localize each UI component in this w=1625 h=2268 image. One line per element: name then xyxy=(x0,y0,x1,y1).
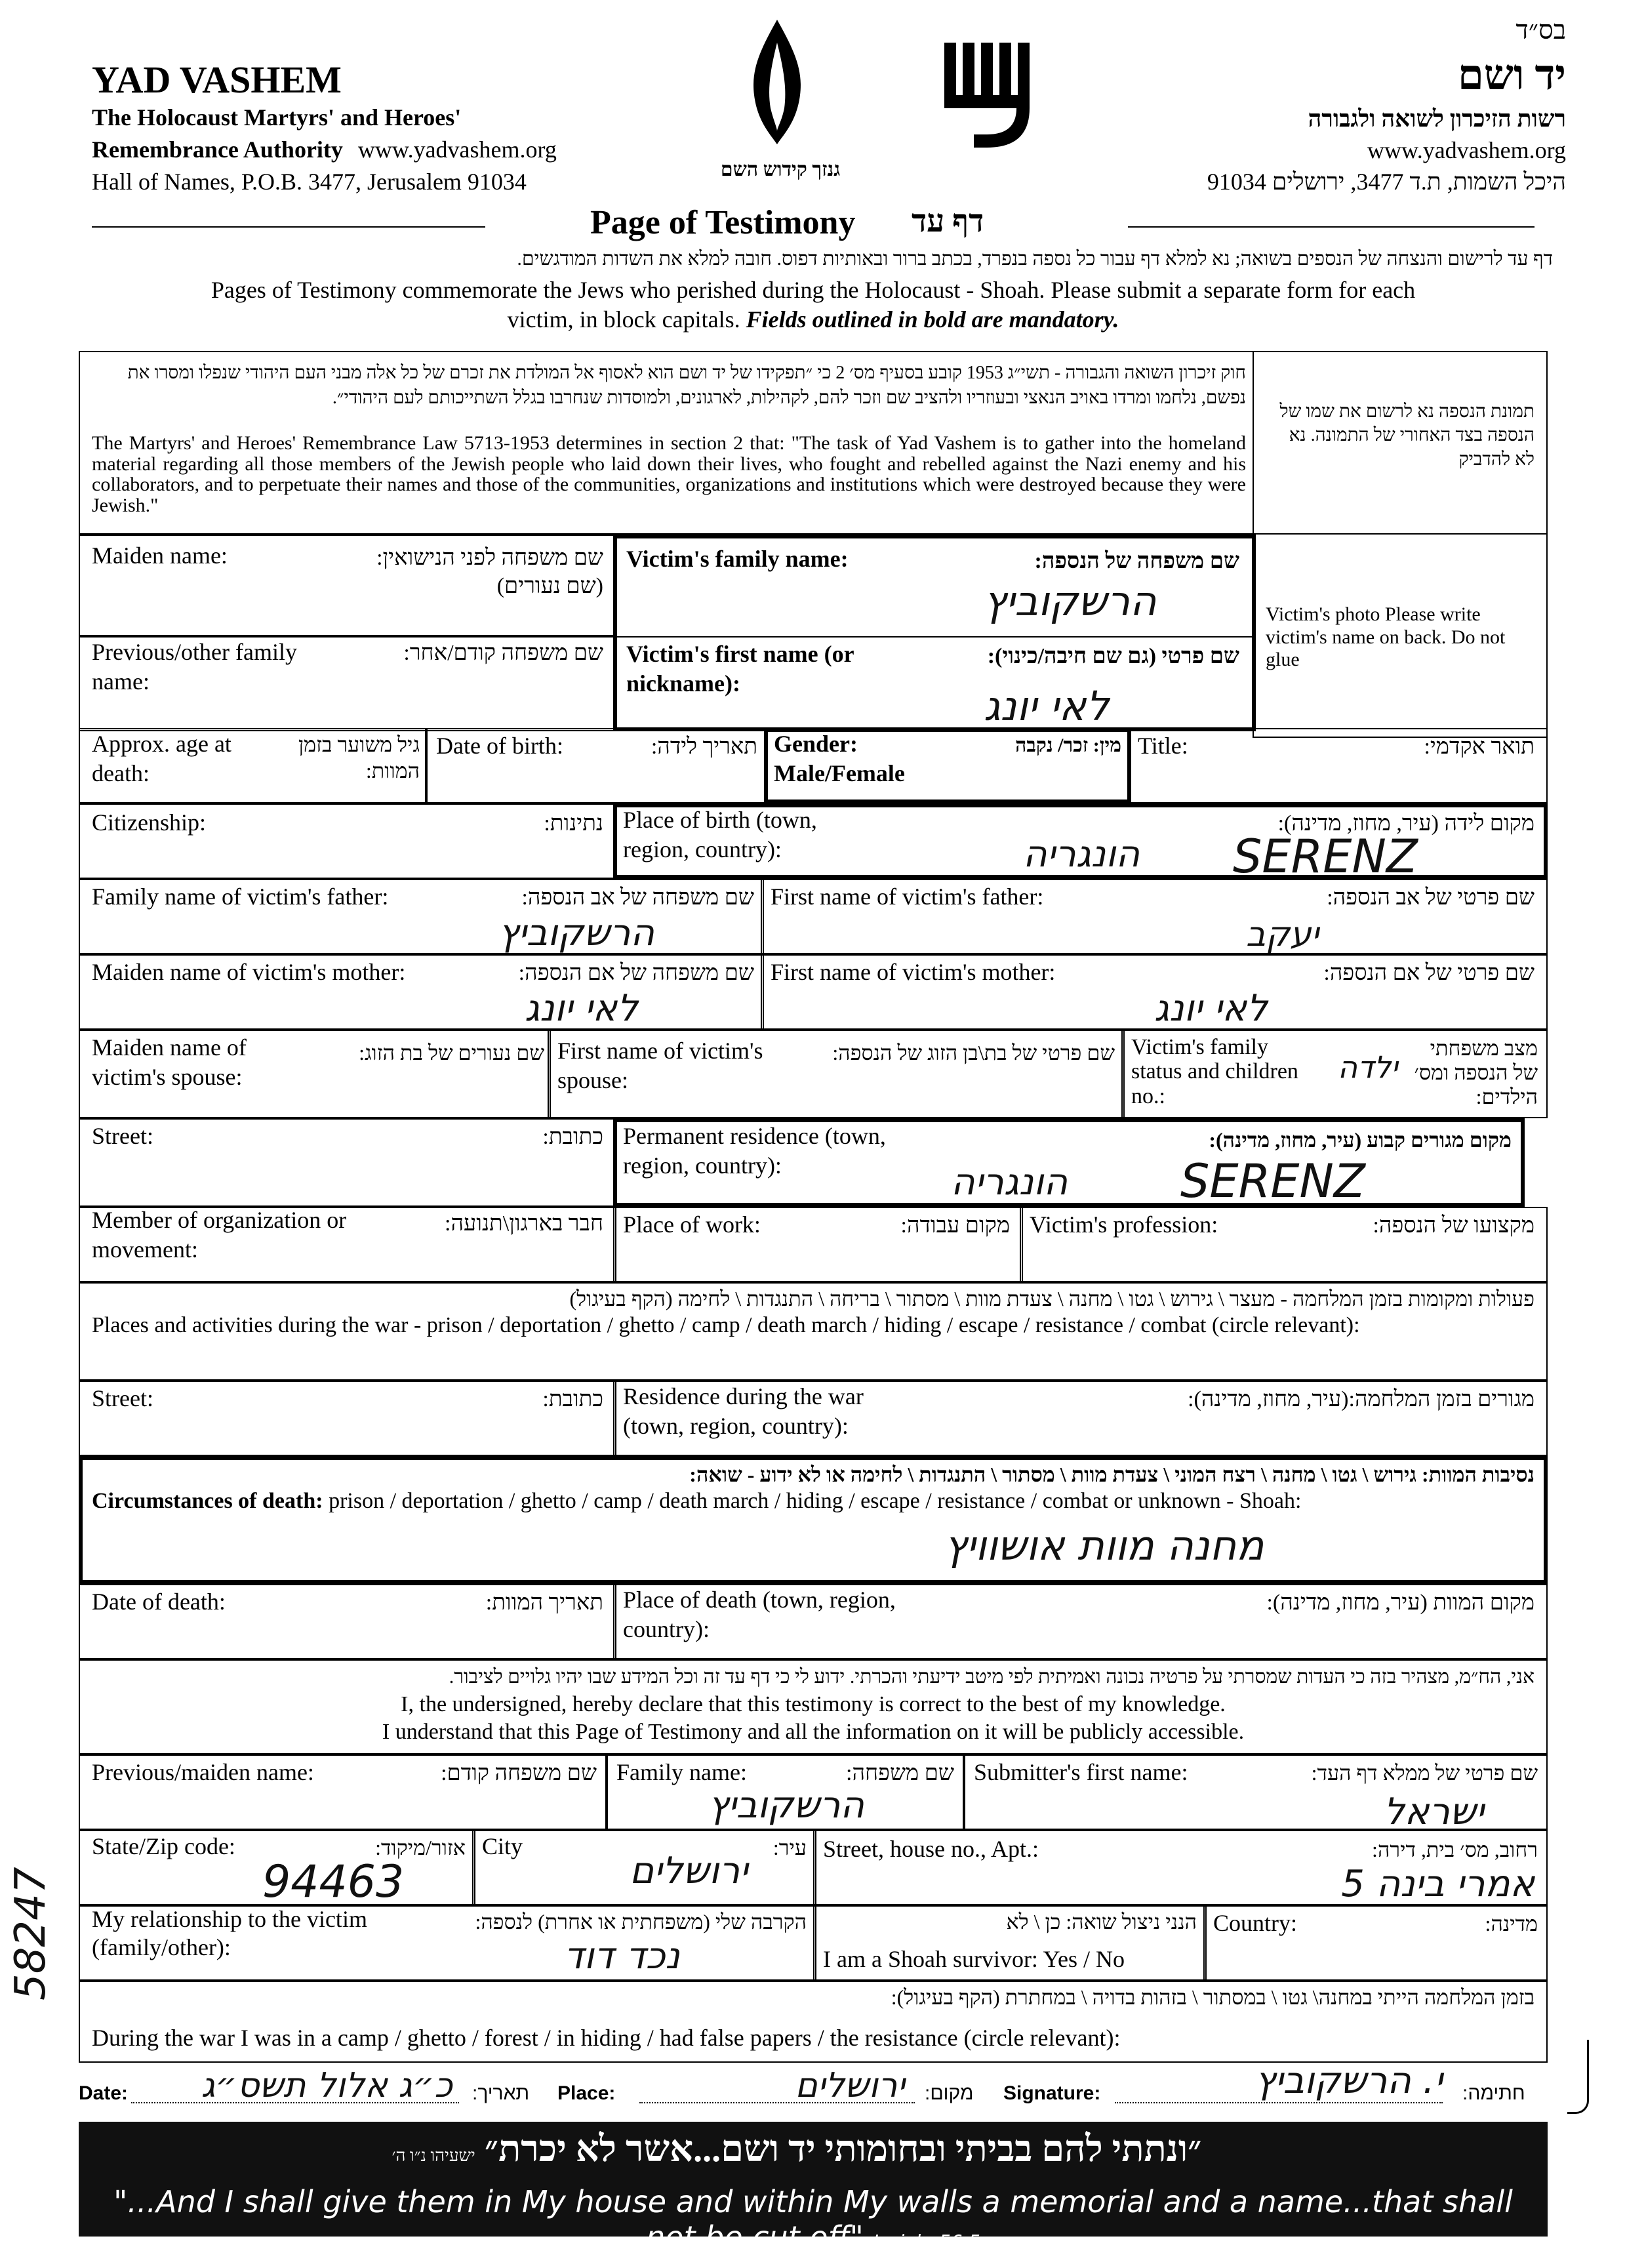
signature-label-he: חתימה: xyxy=(1462,2082,1525,2104)
pob-value-he[interactable]: הונגריה xyxy=(1023,833,1140,876)
victim-name-divider xyxy=(613,636,1256,638)
org-name-he: יד ושם xyxy=(1457,52,1566,98)
citizenship-label-he: נתינות: xyxy=(544,811,603,836)
permanent-residence-label-he: מקום מגורים קבוע (עיר, מחוז, מדינה): xyxy=(1209,1128,1512,1152)
wartime-street-label: Street: xyxy=(92,1385,153,1411)
org-name-en: YAD VASHEM xyxy=(92,58,342,101)
mother-maiden-label-he: שם משפחה של אם הנספה: xyxy=(518,961,754,985)
pob-label: Place of birth (town, region, country): xyxy=(623,807,817,862)
title-en: Page of Testimony xyxy=(590,204,856,241)
submitter-street-value[interactable]: אמרי בינה 5 xyxy=(1341,1863,1535,1905)
margin-stamp: 58247 xyxy=(7,1867,55,2000)
zip-label-he: אזור/מיקוד: xyxy=(375,1836,466,1859)
previous-name-label-he: שם משפחה קודם/אחר: xyxy=(403,641,603,665)
victim-family-label: Victim's family name: xyxy=(626,546,849,572)
father-family-label-he: שם משפחה של אב הנספה: xyxy=(521,885,754,910)
submitter-family-name-value[interactable]: הרשקוביץ xyxy=(708,1784,864,1827)
signature-label: Signature: xyxy=(1003,2082,1101,2104)
title-rule-right xyxy=(1128,226,1535,228)
victim-first-label: Victim's first name (or nickname): xyxy=(626,641,854,697)
yad-vashem-logo xyxy=(938,36,1043,154)
death-place-label: Place of death (town, region, country): xyxy=(623,1587,896,1642)
victim-first-label-he: שם פרטי (גם שם חיבה/כינוי): xyxy=(987,644,1239,668)
declaration-en-2: I understand that this Page of Testimony and all the information on it will be publicly accessible. xyxy=(382,1720,1245,1744)
survivor-label: I am a Shoah survivor: Yes / No xyxy=(823,1946,1125,1972)
zip-label: State/Zip code: xyxy=(92,1833,235,1859)
intro-en: Pages of Testimony commemorate the Jews who perished during the Holocaust - Shoah. Please submit a separate form for each victim, in block capitals. Fields outlined in bold are mandatory. xyxy=(211,277,1416,333)
url-he-side[interactable]: www.yadvashem.org xyxy=(1367,137,1566,163)
org-subtitle-2: Remembrance Authority xyxy=(92,136,343,163)
street-label: Street: xyxy=(92,1123,153,1149)
maiden-name-label-he: שם משפחה לפני הנישואין: (שם נעורים) xyxy=(376,546,603,598)
footer-quote-en: "...And I shall give them in My house and within My walls a memorial and a name...that shall not be cut off" Isaiah. 56:5 xyxy=(113,2184,1513,2255)
age-label-he: גיל משוער בזמן המוות: xyxy=(298,733,420,782)
city-value[interactable]: ירושלים xyxy=(630,1850,748,1892)
street-label-he: כתובת: xyxy=(542,1125,603,1149)
spouse-maiden-label: Maiden name of victim's spouse: xyxy=(92,1034,247,1090)
margin-mark xyxy=(1567,2040,1589,2114)
org-subtitle-he: רשות הזיכרון לשואה ולגבורה xyxy=(1308,106,1566,132)
date-value[interactable]: כ״ג אלול תשס״ג xyxy=(201,2066,452,2105)
date-label-he: תאריך: xyxy=(472,2082,530,2104)
permanent-residence-value-en[interactable]: SERENZ xyxy=(1180,1154,1365,1208)
profession-label-he: מקצועו של הנספה: xyxy=(1373,1213,1535,1238)
father-first-value[interactable]: יעקב xyxy=(1246,915,1319,954)
mother-maiden-value[interactable]: לאי יונג xyxy=(525,987,638,1030)
country-label-he: מדינה: xyxy=(1485,1912,1538,1935)
pob-label-he: מקום לידה (עיר, מחוז, מדינה): xyxy=(1277,811,1535,836)
url-en[interactable]: www.yadvashem.org xyxy=(357,136,557,163)
place-label-he: מקום: xyxy=(925,2082,974,2104)
submitter-war-label-he: בזמן המלחמה הייתי במחנה\ גטו \ במסתור \ בזהות בדויה \ במחתרת (הקף בעיגול): xyxy=(891,1985,1535,2009)
gender-label-he: מין: זכר/ נקבה xyxy=(1015,735,1121,756)
title-he: דף עד xyxy=(912,204,984,239)
gender-label: Gender: Male/Female xyxy=(774,731,905,786)
family-status-label-he: מצב משפחתי של הנספה ומס׳ הילדים: xyxy=(1414,1036,1538,1108)
war-activities-label: Places and activities during the war - prison / deportation / ghetto / camp / death march / hiding / escape / resistance / combat (circle relevant): xyxy=(92,1313,1360,1337)
submitter-street-label-he: רחוב, מס׳ בית, דירה: xyxy=(1372,1838,1538,1861)
place-value[interactable]: ירושלים xyxy=(795,2066,905,2105)
relationship-value[interactable]: נכד דוד xyxy=(564,1935,680,1977)
dob-label-he: תאריך לידה: xyxy=(651,735,757,759)
age-label: Approx. age at death: xyxy=(92,731,231,786)
submitter-street-label: Street, house no., Apt.: xyxy=(823,1836,1039,1862)
submitter-previous-name-label: Previous/maiden name: xyxy=(92,1759,314,1785)
signature-value[interactable]: י. הרשקוביץ xyxy=(1254,2059,1443,2102)
previous-name-label: Previous/other family name: xyxy=(92,639,297,695)
organization-label: Member of organization or movement: xyxy=(92,1207,347,1263)
city-label-he: עיר: xyxy=(772,1836,807,1859)
address-he: היכל השמות, ת.ד 3477, ירושלים 91034 xyxy=(1207,169,1566,195)
survivor-label-he: הנני ניצול שואה: כן \ לא xyxy=(1006,1910,1197,1934)
intro-he: דף עד לרישום והנצחה של הנספים בשואה; נא למלא דף עבור כל נספה בנפרד, בכתב ברור ובאותיות דפוס. חובה למלא את השדות המודגשים. xyxy=(517,248,1553,270)
father-first-label: First name of victim's father: xyxy=(771,883,1044,910)
title-label: Title: xyxy=(1138,733,1188,759)
spouse-maiden-label-he: שם נעורים של בת הזוג: xyxy=(359,1041,544,1064)
submitter-war-label: During the war I was in a camp / ghetto / forest / in hiding / had false papers / the resistance (circle relevant): xyxy=(92,2025,1121,2051)
flame-icon xyxy=(734,16,820,154)
work-place-label-he: מקום עבודה: xyxy=(900,1213,1010,1238)
death-circumstances-label-he: נסיבות המוות: גירוש \ גטו \ מחנה \ רצח המוני \ צעדת מוות \ מסתור \ התנגדות \ לחימה או לא ידוע - שואה: xyxy=(689,1463,1535,1486)
war-activities-label-he: פעולות ומקומות בזמן המלחמה - מעצר \ גירוש \ גטו \ מחנה \ צעדת מוות \ מסתור \ בריחה \ התנגדות \ לחימה (הקף בעיגול) xyxy=(569,1287,1535,1310)
signature-line xyxy=(1115,2102,1443,2103)
death-place-label-he: מקום המוות (עיר, מחוז, מדינה): xyxy=(1266,1590,1535,1615)
submitter-first-name-value[interactable]: ישראל xyxy=(1384,1791,1485,1833)
country-label: Country: xyxy=(1213,1910,1298,1936)
family-status-label: Victim's family status and children no.: xyxy=(1131,1035,1298,1108)
relationship-label-he: הקרבה שלי (משפחתית או אחרת) לנספה: xyxy=(475,1910,807,1934)
citizenship-label: Citizenship: xyxy=(92,809,206,836)
death-date-label-he: תאריך המוות: xyxy=(485,1590,603,1615)
flame-emblem xyxy=(734,16,820,154)
mother-first-value[interactable]: לאי יונג xyxy=(1154,987,1268,1030)
emblem-caption: גנזך קידוש השם xyxy=(720,159,841,180)
victim-first-value[interactable]: לאי יונג xyxy=(984,682,1110,730)
mother-maiden-label: Maiden name of victim's mother: xyxy=(92,959,406,985)
declaration-he: אני, הח״מ, מצהיר בזה כי העדות שמסרתי על פרטיה נכונה ואמיתית לפי מיטב ידיעתי והכרתי. ידוע לי כי דף עד זה וכל המידע שבו יהיו גלויים לציבור. xyxy=(449,1666,1535,1688)
city-label: City xyxy=(482,1833,523,1859)
father-first-label-he: שם פרטי של אב הנספה: xyxy=(1327,885,1535,910)
mother-first-label: First name of victim's mother: xyxy=(771,959,1056,985)
father-family-label: Family name of victim's father: xyxy=(92,883,389,910)
family-status-value[interactable]: ילדה xyxy=(1338,1049,1398,1085)
death-date-label: Date of death: xyxy=(92,1589,226,1615)
submitter-previous-name-label-he: שם משפחה קודם: xyxy=(441,1761,597,1785)
law-text-en: The Martyrs' and Heroes' Remembrance Law 5713-1953 determines in section 2 that: "The task of Yad Vashem is to gather into the homeland material regarding all those members of the Jewish people who laid down their lives, who fought and rebelled against the Nazi enemy and his collaborators, and to perpetuate their names and those of the communities, organizations and institutions which were destroyed because they were Jewish." xyxy=(92,432,1246,516)
father-family-value[interactable]: הרשקוביץ xyxy=(498,912,654,954)
pob-value-en[interactable]: SERENZ xyxy=(1233,830,1418,883)
spouse-first-label: First name of victim's spouse: xyxy=(557,1038,763,1093)
zip-value[interactable]: 94463 xyxy=(262,1856,405,1908)
victim-family-label-he: שם משפחה של הנספה: xyxy=(1034,549,1239,573)
permanent-residence-label: Permanent residence (town, region, country): xyxy=(623,1123,886,1179)
mother-first-label-he: שם פרטי של אם הנספה: xyxy=(1323,961,1535,985)
organization-label-he: חבר בארגון\תנועה: xyxy=(445,1211,603,1236)
law-text-he: חוק זיכרון השואה והגבורה - תשי״ג 1953 קובע בסעיף מס׳ 2 כי ״תפקידו של יד ושם הוא לאסוף אל המולדת את זכרם של כל אלה מבני העם היהודי שנפלו ומסרו את נפשם, נלחמו ומרדו באויב הנאצי ובעוזריו ולהציב שם וזכר להם, לקהילות, לארגונים, ולמוסדות שנחרבו בגלל השתייכותם לעם היהודי״. xyxy=(127,363,1246,408)
dob-label: Date of birth: xyxy=(436,733,563,759)
date-label: Date: xyxy=(79,2082,129,2104)
org-subtitle-1: The Holocaust Martyrs' and Heroes' xyxy=(92,104,462,131)
photo-instr-en: Victim's photo Please write victim's name on back. Do not glue xyxy=(1266,603,1506,670)
permanent-residence-value-he[interactable]: הונגריה xyxy=(951,1161,1068,1204)
relationship-label: My relationship to the victim (family/other): xyxy=(92,1906,367,1961)
corner-bsd: בס״ד xyxy=(1515,15,1566,45)
maiden-name-label: Maiden name: xyxy=(92,542,228,569)
address-en: Hall of Names, P.O.B. 3477, Jerusalem 91034 xyxy=(92,169,527,195)
wartime-street-label-he: כתובת: xyxy=(542,1387,603,1411)
wartime-residence-label-he: מגורים בזמן המלחמה:(עיר, מחוז, מדינה): xyxy=(1188,1387,1535,1411)
work-place-label: Place of work: xyxy=(623,1211,761,1238)
declaration-en-1: I, the undersigned, hereby declare that this testimony is correct to the best of my knowledge. xyxy=(401,1692,1226,1716)
footer-quote-he: ״ונתתי להם בביתי ובחומותי יד ושם...אשר לא יכרת״ ישעיהו נ״ו ה׳ xyxy=(391,2129,1202,2170)
death-circumstances-label: Circumstances of death: prison / deportation / ghetto / camp / death march / hiding / escape / resistance / combat or unknown - Shoah: xyxy=(92,1489,1302,1513)
menorah-logo-icon xyxy=(938,36,1043,154)
death-circumstances-value[interactable]: מחנה מוות אושוויץ xyxy=(944,1522,1264,1569)
submitter-first-name-label: Submitter's first name: xyxy=(974,1759,1188,1785)
submitter-family-name-label-he: שם משפחה: xyxy=(846,1761,954,1785)
wartime-residence-label: Residence during the war (town, region, country): xyxy=(623,1383,864,1439)
victim-family-value[interactable]: הרשקוביץ xyxy=(984,577,1157,625)
title-label-he: תואר אקדמי: xyxy=(1424,735,1535,759)
submitter-first-name-label-he: שם פרטי של ממלא דף העד: xyxy=(1311,1761,1538,1785)
place-label: Place: xyxy=(557,2082,616,2104)
title-rule-left xyxy=(92,226,485,228)
submitter-family-name-label: Family name: xyxy=(616,1759,747,1785)
spouse-first-label-he: שם פרטי של בת\בן הזוג של הנספה: xyxy=(832,1041,1115,1064)
photo-instr-he: תמונת הנספה נא לרשום את שמו של הנספה בצד האחורי של התמונה. נא לא להדביק xyxy=(1279,401,1535,470)
profession-label: Victim's profession: xyxy=(1030,1211,1218,1238)
